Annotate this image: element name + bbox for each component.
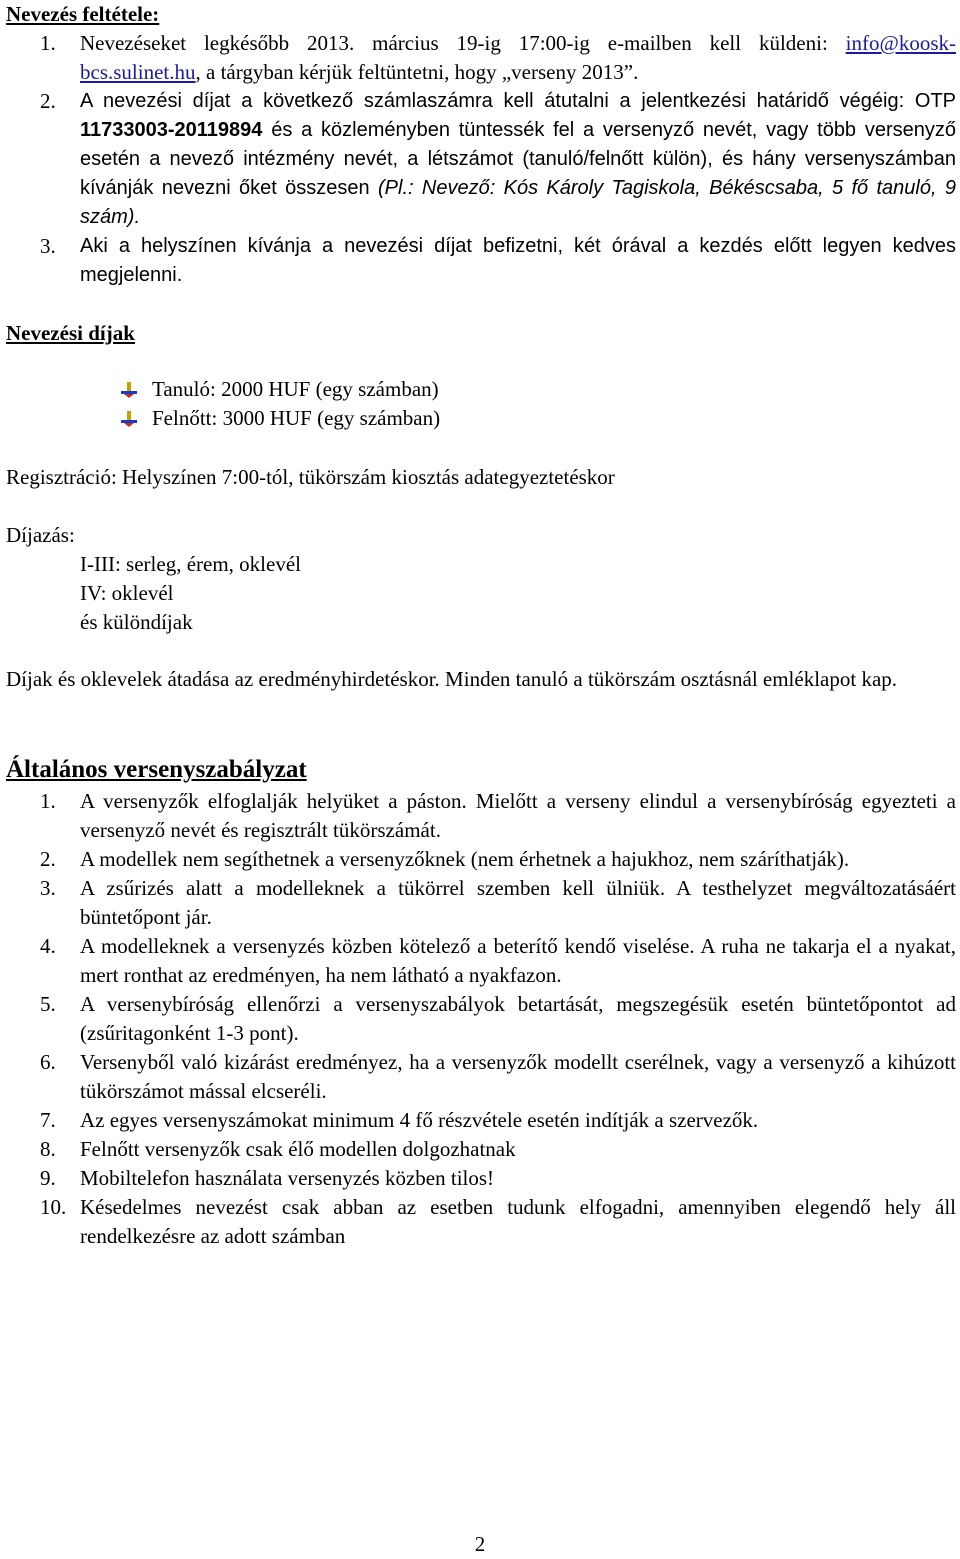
rule-text: A versenybíróság ellenőrzi a versenyszabályok betartását, megszegésük esetén büntetőpontot ad (zsűritagonként 1-3 pont). [80,992,956,1045]
rules-title: Általános versenyszabályzat [6,756,307,783]
item-number: 3. [40,234,56,258]
rule-number: 6. [40,1050,56,1074]
fee-item [120,404,440,433]
rule-number: 2. [40,847,56,871]
fees-list [120,375,440,433]
arrow-bullet-icon [120,410,138,428]
example-text: (Pl.: Nevező: Kós Károly Tagiskola, Békéscsaba, 5 fő tanuló, 9 szám). [80,177,957,228]
rule-number: 4. [40,934,56,958]
rule-item [6,874,956,932]
rule-number: 3. [40,876,56,900]
rule-text: A modellek nem segíthetnek a versenyzőknek (nem érhetnek a hajukhoz, nem száríthatják). [80,847,850,871]
fee-text: Felnőtt: 3000 HUF (egy számban) [152,406,441,430]
rule-number: 7. [40,1108,56,1132]
rule-item [6,1164,956,1193]
registration-list [6,29,956,290]
award-item: IV: oklevél [80,581,174,605]
rule-number: 9. [40,1166,56,1190]
item-text: A nevezési díjat a következő számlaszámra kell átutalni a jelentkezési határidő végéig: OTP [80,90,956,112]
item-number: 2. [40,89,56,113]
rule-item [6,990,956,1048]
arrow-bullet-icon [120,381,138,399]
registration-line: Regisztráció: Helyszínen 7:00-tól, tükörszám kiosztás adategyeztetéskor [6,465,615,489]
rule-item [6,1106,956,1135]
item-text: Aki a helyszínen kívánja a nevezési díjat befizetni, két órával a kezdés előtt legyen kedves megjelenni. [80,235,956,286]
rule-text: Felnőtt versenyzők csak élő modellen dolgozhatnak [80,1137,516,1161]
rule-text: Késedelmes nevezést csak abban az esetben tudunk elfogadni, amennyiben elegendő hely áll rendelkezésre az adott számban [80,1195,956,1248]
rule-text: A zsűrizés alatt a modelleknek a tükörrel szemben kell ülniük. A testhelyzet megváltozatásáért büntetőpont jár. [80,876,956,929]
rule-number: 5. [40,992,56,1016]
registration-item-3 [6,232,956,290]
rule-text: Az egyes versenyszámokat minimum 4 fő részvétele esetén indítják a szervezők. [80,1108,759,1132]
rule-number: 1. [40,789,56,813]
rule-item [6,932,956,990]
item-number: 1. [40,31,56,55]
registration-item-2 [6,87,956,232]
registration-item-1 [6,29,956,87]
fees-title: Nevezési díjak [6,321,135,345]
rule-item [6,845,956,874]
awards-list [80,550,301,637]
awards-title: Díjazás: [6,523,75,547]
rule-text: Mobiltelefon használata versenyzés közben tilos! [80,1166,495,1190]
rule-item [6,1193,956,1251]
rule-text: A versenyzők elfoglalják helyüket a páston. Mielőtt a verseny elindul a versenybíróság egyezteti a versenyző nevét és regisztrált tükörszámát. [80,789,956,842]
award-item: I-III: serleg, érem, oklevél [80,552,301,576]
rule-text: A modelleknek a versenyzés közben kötelező a beterítő kendő viselése. A ruha ne takarja el a nyakat, mert ronthat az eredményen, ha nem látható a nyakfazon. [80,934,956,987]
rule-item [6,787,956,845]
item-text: , a tárgyban kérjük feltüntetni, hogy „verseny 2013”. [195,60,639,84]
rule-item [6,1048,956,1106]
rule-text: Versenyből való kizárást eredményez, ha a versenyzők modellt cserélnek, vagy a versenyző a kihúzott tükörszámot mással elcseréli. [80,1050,956,1103]
email-link[interactable]: info@koosk-bcs.sulinet.hu [80,31,957,84]
item-text: és a közleményben tüntessék fel a versenyző nevét, vagy több versenyző esetén a nevező intézmény nevét, a létszámot (tanuló/felnőtt külön), és hány versenyszámban kívánják nevezni őket összesen [80,119,956,199]
fee-text: Tanuló: 2000 HUF (egy számban) [152,377,439,401]
fee-item [120,375,440,404]
item-text: Nevezéseket legkésőbb 2013. március 19-ig 17:00-ig e-mailben kell küldeni: [80,31,828,55]
award-item: és különdíjak [80,610,193,634]
account-number: 11733003-20119894 [80,119,263,141]
rule-item [6,1135,956,1164]
awards-note: Díjak és oklevelek átadása az eredményhirdetéskor. Minden tanuló a tükörszám osztásnál emléklapot kap. [6,667,898,691]
registration-title: Nevezés feltétele: [6,2,160,26]
rules-list [6,787,956,1251]
page-number: 2 [474,1532,486,1556]
rule-number: 10. [40,1195,67,1219]
rule-number: 8. [40,1137,56,1161]
